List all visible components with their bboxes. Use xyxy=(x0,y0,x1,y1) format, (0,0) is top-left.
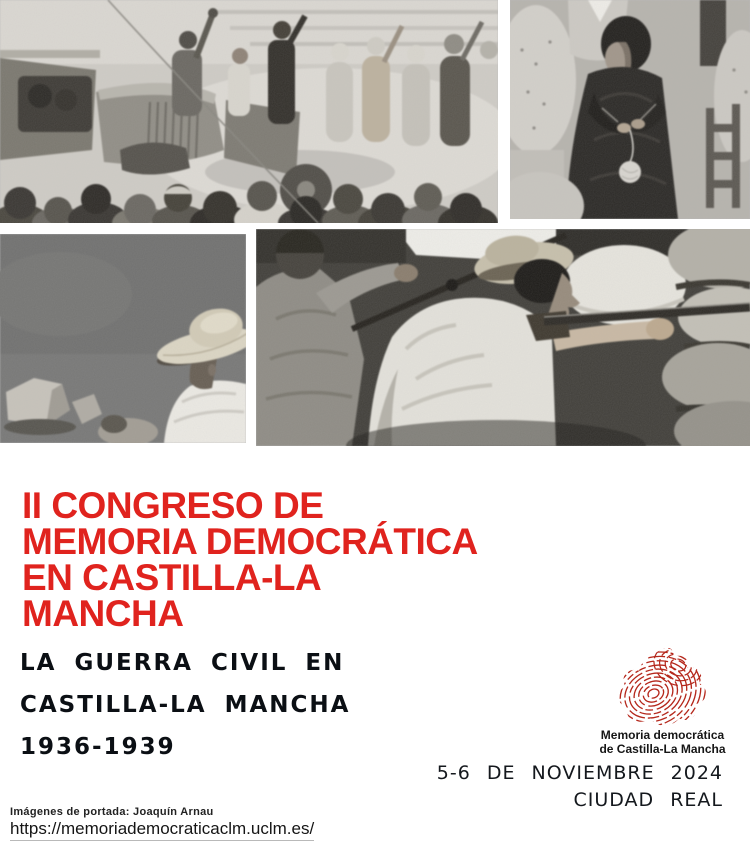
event-subtitle xyxy=(20,642,350,768)
website-link[interactable]: https://memoriademocraticaclm.uclm.es/ xyxy=(10,819,314,841)
logo-caption-line: de Castilla-La Mancha xyxy=(599,741,726,756)
event-subtitle-line: LA GUERRA CIVIL EN xyxy=(20,650,345,676)
credits xyxy=(10,806,314,841)
event-date: 5-6 DE NOVIEMBRE 2024 xyxy=(436,762,723,784)
woman-spinning-wool-photo xyxy=(510,0,750,219)
memoria-democratica-logo xyxy=(595,644,730,756)
congress-title-line: EN CASTILLA-LA xyxy=(22,557,322,598)
logo-caption xyxy=(595,729,730,756)
militiamen-rifles-sandbags-photo xyxy=(256,229,750,446)
fingerprint-map-icon xyxy=(611,644,715,726)
congress-title-line: II CONGRESO DE xyxy=(22,485,324,526)
congress-title xyxy=(22,485,478,634)
woman-spinning-illustration xyxy=(510,0,750,219)
congress-title-line: MEMORIA DEMOCRÁTICA xyxy=(22,521,478,562)
man-straw-hat-photo xyxy=(0,234,246,443)
image-credit: Imágenes de portada: Joaquín Arnau xyxy=(10,806,214,818)
event-subtitle-line: CASTILLA-LA MANCHA xyxy=(20,692,351,718)
event-info xyxy=(437,760,723,814)
congress-title-line: MANCHA xyxy=(22,593,184,634)
crowd-truck-rally-photo xyxy=(0,0,498,223)
event-subtitle-line: 1936-1939 xyxy=(20,734,176,760)
event-city: CIUDAD REAL xyxy=(573,789,723,811)
militiamen-rifles-illustration xyxy=(256,229,750,446)
logo-caption-line: Memoria democrática xyxy=(600,728,725,742)
crowd-truck-rally-illustration xyxy=(0,0,498,223)
man-straw-hat-illustration xyxy=(0,234,246,443)
